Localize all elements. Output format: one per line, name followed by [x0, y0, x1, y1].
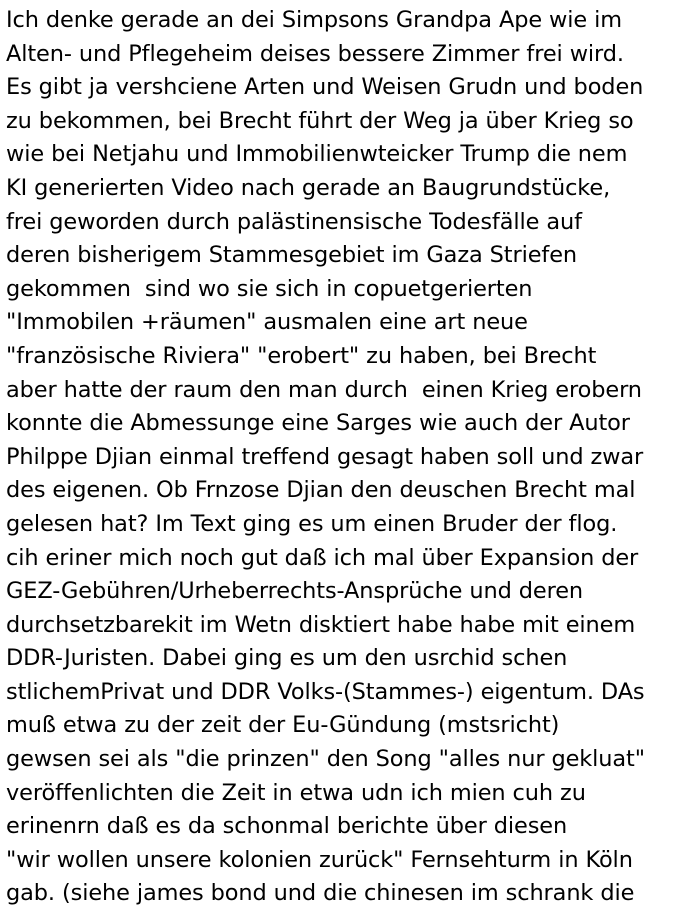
document-text: [6, 4, 684, 911]
text-line-26: "wir wollen unsere kolonien zurück" Fernsehturm in Köln: [6, 846, 633, 873]
text-line-27: gab. (siehe james bond und die chinesen im schrank die: [6, 880, 635, 907]
text-line-14: Philppe Djian einmal treffend gesagt haben soll und zwar: [6, 443, 644, 470]
text-line-10: "Immobilen +räumen" ausmalen eine art neue: [6, 309, 528, 336]
text-line-24: veröffenlichten die Zeit in etwa udn ich mien cuh zu: [6, 779, 586, 806]
text-line-9: gekommen sind wo sie sich in copuetgerierten: [6, 275, 533, 302]
text-line-1: Ich denke gerade an dei Simpsons Grandpa Ape wie im: [6, 7, 623, 33]
text-line-19: durchsetzbarekit im Wetn disktiert habe habe mit einem: [6, 611, 636, 638]
text-line-12: aber hatte der raum den man durch einen Krieg erobern: [6, 376, 642, 403]
text-line-6: KI generierten Video nach gerade an Baugrundstücke,: [6, 174, 611, 201]
text-line-23: gewsen sei als "die prinzen" den Song "alles nur gekluat": [6, 746, 645, 773]
text-line-5: wie bei Netjahu und Immobilienwteicker Trump die nem: [6, 141, 628, 168]
text-line-25: erinenrn daß es da schonmal berichte über diesen: [6, 813, 568, 840]
text-line-7: frei geworden durch palästinensische Todesfälle auf: [6, 208, 582, 235]
text-line-15: des eigenen. Ob Frnzose Djian den deuschen Brecht mal: [6, 477, 636, 504]
text-line-4: zu bekommen, bei Brecht führt der Weg ja über Krieg so: [6, 107, 634, 134]
text-line-3: Es gibt ja vershciene Arten und Weisen Grudn und boden: [6, 74, 644, 101]
text-line-13: konnte die Abmessunge eine Sarges wie auch der Autor: [6, 410, 630, 437]
text-line-16: gelesen hat? Im Text ging es um einen Bruder der flog.: [6, 510, 618, 537]
text-line-18: GEZ-Gebühren/Urheberrechts-Ansprüche und deren: [6, 578, 584, 605]
text-line-8: deren bisherigem Stammesgebiet im Gaza Striefen: [6, 242, 578, 269]
text-line-2: Alten- und Pflegeheim deises bessere Zimmer frei wird.: [6, 40, 624, 67]
text-line-17: cih eriner mich noch gut daß ich mal über Expansion der: [6, 544, 639, 571]
text-line-11: "französische Riviera" "erobert" zu haben, bei Brecht: [6, 342, 597, 369]
text-line-20: DDR-Juristen. Dabei ging es um den usrchid schen: [6, 645, 568, 672]
text-line-22: muß etwa zu der zeit der Eu-Gündung (mstsricht): [6, 712, 560, 739]
text-line-21: stlichemPrivat und DDR Volks-(Stammes-) eigentum. DAs: [6, 678, 645, 705]
